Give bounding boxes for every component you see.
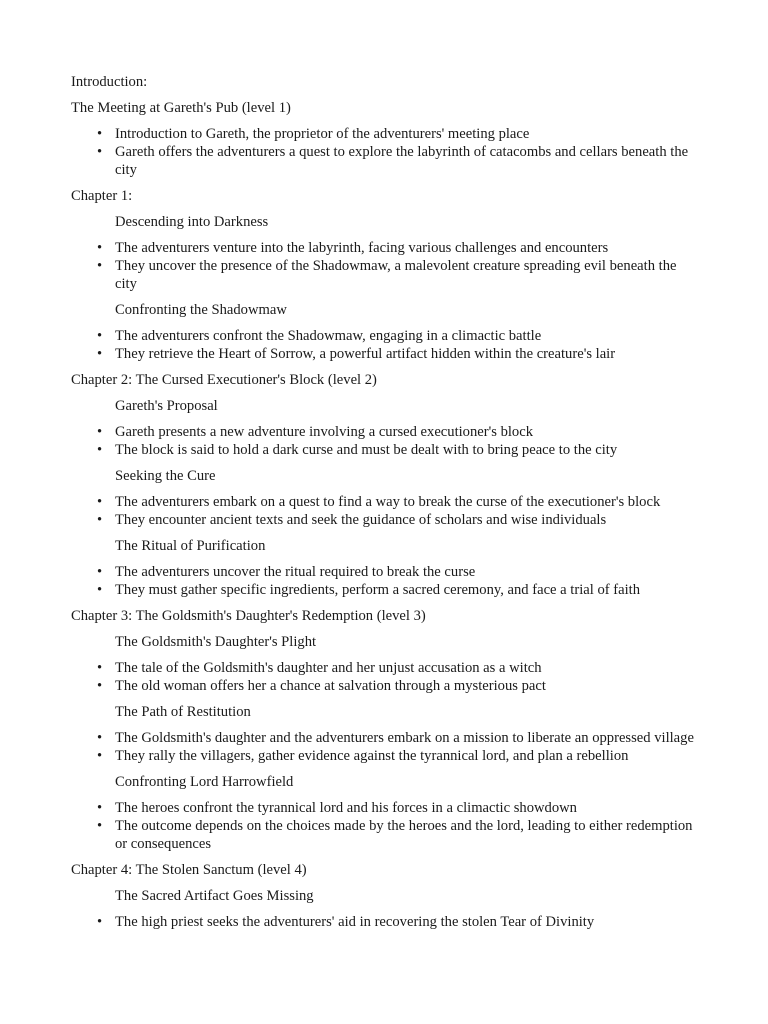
section-title: Seeking the Cure	[115, 468, 216, 484]
list-item: • The adventurers confront the Shadowmaw, engaging in a climactic battle	[71, 327, 701, 345]
section-bullets	[71, 493, 701, 529]
list-item: • Introduction to Gareth, the proprietor of the adventurers' meeting place	[71, 125, 701, 143]
chapter-4-title: Chapter 4: The Stolen Sanctum (level 4)	[71, 862, 307, 878]
list-item: • The adventurers venture into the labyrinth, facing various challenges and encounters	[71, 239, 701, 257]
list-item: • They uncover the presence of the Shadowmaw, a malevolent creature spreading evil beneath the city	[71, 257, 701, 293]
section-bullets	[71, 913, 701, 931]
section-title: Confronting the Shadowmaw	[115, 302, 287, 318]
chapter-2-title: Chapter 2: The Cursed Executioner's Block (level 2)	[71, 372, 377, 388]
list-item: • Gareth offers the adventurers a quest to explore the labyrinth of catacombs and cellars beneath the city	[71, 143, 701, 179]
list-item: • They encounter ancient texts and seek the guidance of scholars and wise individuals	[71, 511, 701, 529]
section-bullets	[71, 659, 701, 695]
section-title: Confronting Lord Harrowfield	[115, 774, 294, 790]
section-bullets	[71, 423, 701, 459]
section-title: Descending into Darkness	[115, 214, 269, 230]
section-bullets	[71, 239, 701, 293]
document-body	[71, 73, 701, 939]
section-bullets	[71, 563, 701, 599]
section-title: Gareth's Proposal	[115, 398, 218, 414]
list-item: • The block is said to hold a dark curse and must be dealt with to bring peace to the city	[71, 441, 701, 459]
introduction-label: Introduction:	[71, 74, 148, 90]
section-title: The Goldsmith's Daughter's Plight	[115, 634, 317, 650]
section-title: The Path of Restitution	[115, 704, 251, 720]
chapter-3-title: Chapter 3: The Goldsmith's Daughter's Redemption (level 3)	[71, 608, 426, 624]
list-item: • The Goldsmith's daughter and the adventurers embark on a mission to liberate an oppressed village	[71, 729, 701, 747]
list-item: • The outcome depends on the choices made by the heroes and the lord, leading to either redemption or consequences	[71, 817, 701, 853]
list-item: • The tale of the Goldsmith's daughter and her unjust accusation as a witch	[71, 659, 701, 677]
list-item: • They must gather specific ingredients, perform a sacred ceremony, and face a trial of faith	[71, 581, 701, 599]
chapter-1-title: Chapter 1:	[71, 188, 133, 204]
list-item: • The old woman offers her a chance at salvation through a mysterious pact	[71, 677, 701, 695]
list-item: • The high priest seeks the adventurers' aid in recovering the stolen Tear of Divinity	[71, 913, 701, 931]
introduction-title: The Meeting at Gareth's Pub (level 1)	[71, 100, 291, 116]
section-bullets	[71, 799, 701, 853]
list-item: • The adventurers embark on a quest to find a way to break the curse of the executioner's block	[71, 493, 701, 511]
list-item: • They rally the villagers, gather evidence against the tyrannical lord, and plan a rebellion	[71, 747, 701, 765]
section-title: The Sacred Artifact Goes Missing	[115, 888, 314, 904]
list-item: • Gareth presents a new adventure involving a cursed executioner's block	[71, 423, 701, 441]
section-bullets	[71, 729, 701, 765]
list-item: • The heroes confront the tyrannical lord and his forces in a climactic showdown	[71, 799, 701, 817]
list-item: • The adventurers uncover the ritual required to break the curse	[71, 563, 701, 581]
section-title: The Ritual of Purification	[115, 538, 266, 554]
introduction-bullets	[71, 125, 701, 179]
list-item: • They retrieve the Heart of Sorrow, a powerful artifact hidden within the creature's lair	[71, 345, 701, 363]
section-bullets	[71, 327, 701, 363]
